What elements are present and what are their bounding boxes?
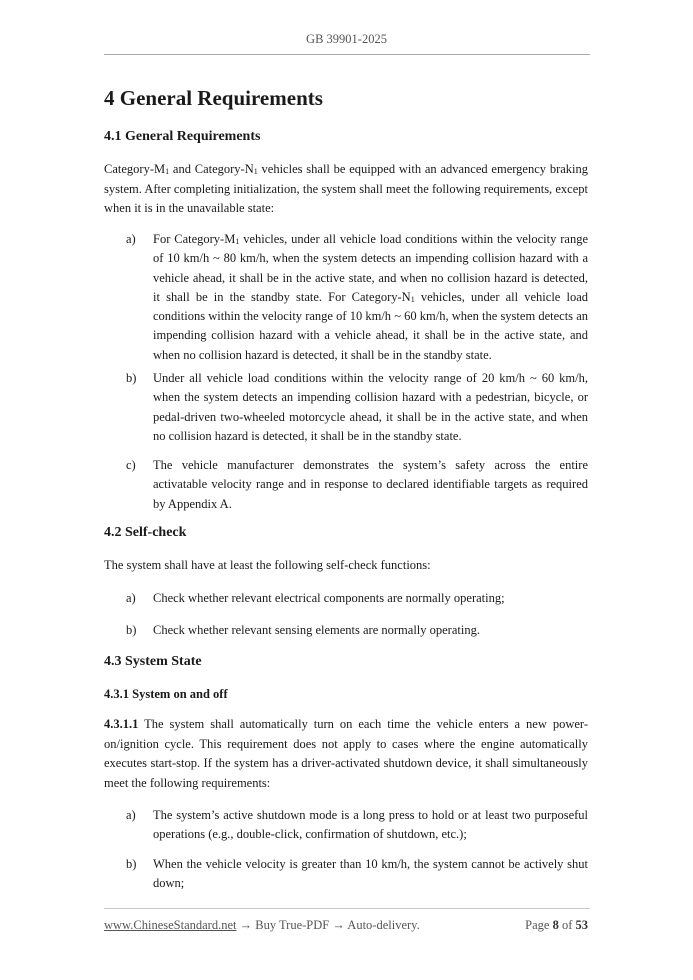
subsection-4-3-1-title: 4.3.1 System on and off — [104, 687, 228, 701]
page-current: 8 — [552, 918, 559, 932]
list-item-text: Under all vehicle load conditions within the velocity range of 20 km/h ~ 60 km/h, when the system detects an impending collision hazard with a pedestrian, bicycle, or pedal-driven two-wheeled motorcycle ahead, it shall be in the active state, and when no collision hazard is detected, it shall be in the standby state. — [153, 371, 588, 443]
subsection-4-1-title: 4.1 General Requirements — [104, 129, 261, 144]
text-run: vehicles, under all vehicle load conditions within the velocity range of 10 km/h ~ 80 km/h, when the system detects an impending collision hazard with a vehicle ahead, it shall be in the active state, and when no collision hazard is detected, it shall be in the standby state. For Category-N — [153, 232, 589, 304]
document-id: GB 39901-2025 — [306, 32, 387, 46]
text-run: For Category-M — [153, 232, 236, 246]
list-item-text: Check whether relevant electrical components are normally operating; — [153, 591, 505, 605]
subscript: 1 — [165, 167, 170, 176]
clause-text: The system shall automatically turn on each time the vehicle enters a new power-on/ignition cycle. This requirement does not apply to cases where the engine automatically executes start-stop. If the system has a driver-activated shutdown device, it shall simultaneously meet the following requirements: — [104, 717, 588, 790]
text-run: vehicles shall be equipped with an advanced emergency braking system. After completing initialization, the system shall meet the following requirements, except when it is in the unavailable state: — [104, 162, 588, 215]
subsection-4-3-title: 4.3 System State — [104, 654, 202, 669]
list-marker: c) — [126, 458, 136, 472]
list-marker: a) — [126, 808, 136, 822]
footer-promo-text: → Buy True-PDF → Auto-delivery. — [236, 918, 420, 932]
clause-4-3-1-1 — [104, 715, 588, 793]
header-divider — [104, 54, 590, 55]
page-of: of — [558, 918, 576, 932]
list-marker: a) — [126, 232, 136, 246]
list-marker: a) — [126, 591, 136, 605]
list-item-text — [153, 230, 588, 365]
list-item-text: Check whether relevant sensing elements are normally operating. — [153, 623, 480, 637]
page-label: Page — [525, 918, 553, 932]
text-run: Category-M — [104, 162, 166, 176]
website-link[interactable]: www.ChineseStandard.net — [104, 918, 237, 932]
text-run: and Category-N — [169, 162, 254, 176]
list-item-text: The vehicle manufacturer demonstrates the system’s safety across the entire activatable velocity range and in response to declared identifiable targets as required by Appendix A. — [153, 458, 588, 511]
subsection-4-2-intro: The system shall have at least the following self-check functions: — [104, 558, 431, 572]
text-run: vehicles, under all vehicle load conditions within the velocity range of 10 km/h ~ 60 km/h, when the system detects an impending collision hazard with a vehicle ahead, it shall be in the active state, and when no collision hazard is detected, it shall be in the standby state. — [153, 289, 588, 362]
page-number — [525, 918, 588, 933]
subsection-4-1-intro — [104, 160, 588, 219]
subscript: 1 — [235, 237, 240, 246]
section-title: 4 General Requirements — [104, 86, 323, 110]
list-marker: b) — [126, 371, 137, 385]
page-total: 53 — [575, 918, 588, 932]
clause-number: 4.3.1.1 — [104, 717, 139, 731]
list-item-text: The system’s active shutdown mode is a long press to hold or at least two purposeful operations (e.g., double-click, confirmation of shutdown, etc.); — [153, 808, 588, 842]
list-item-text: When the vehicle velocity is greater than 10 km/h, the system cannot be actively shut down; — [153, 857, 588, 891]
page-footer — [104, 918, 588, 933]
subsection-4-2-title: 4.2 Self-check — [104, 525, 187, 540]
subscript: 1 — [253, 167, 258, 176]
footer-divider — [104, 908, 590, 909]
list-marker: b) — [126, 623, 137, 637]
list-marker: b) — [126, 857, 137, 871]
subscript: 1 — [410, 294, 415, 304]
